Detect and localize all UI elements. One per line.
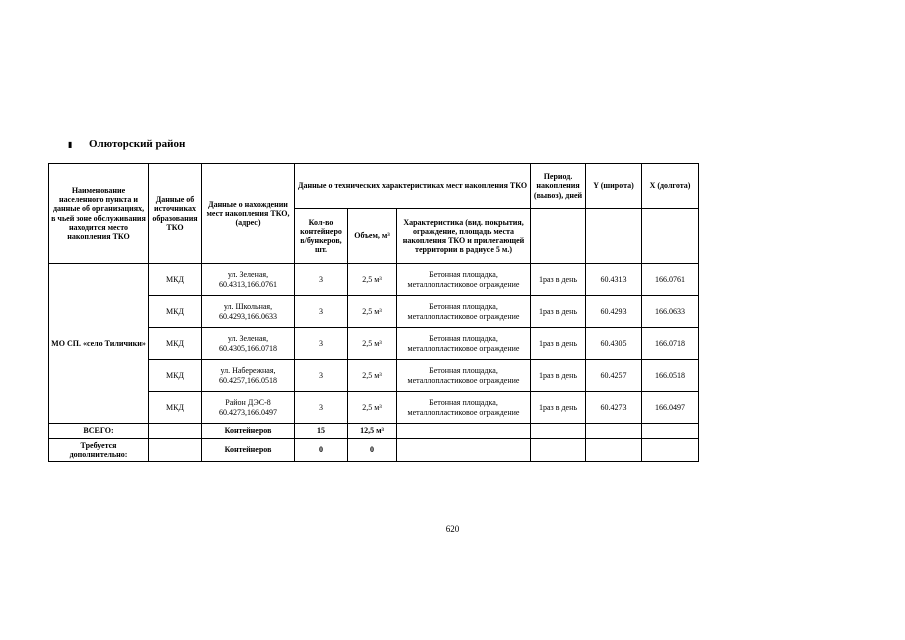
bullet-icon: ▮	[68, 140, 73, 149]
required-blank	[149, 439, 202, 462]
header-tech-group: Данные о технических характеристиках мест накопления ТКО	[295, 164, 531, 209]
required-blank	[397, 439, 531, 462]
cell-characteristics: Бетонная площадка, металлопластиковое ограждение	[397, 264, 531, 296]
cell-count: 3	[295, 360, 348, 392]
cell-source: МКД	[149, 360, 202, 392]
header-volume: Объем, м³	[348, 209, 397, 264]
cell-period: 1раз в день	[531, 328, 586, 360]
header-blank	[531, 209, 586, 264]
total-blank	[642, 424, 699, 439]
cell-period: 1раз в день	[531, 264, 586, 296]
cell-period: 1раз в день	[531, 296, 586, 328]
cell-lon: 166.0497	[642, 392, 699, 424]
cell-characteristics: Бетонная площадка, металлопластиковое ограждение	[397, 392, 531, 424]
page-number: 620	[445, 524, 460, 534]
cell-volume: 2,5 м³	[348, 328, 397, 360]
required-volume: 0	[348, 439, 397, 462]
cell-source: МКД	[149, 392, 202, 424]
cell-characteristics: Бетонная площадка, металлопластиковое ограждение	[397, 360, 531, 392]
cell-lat: 60.4293	[586, 296, 642, 328]
total-volume: 12,5 м³	[348, 424, 397, 439]
cell-address: ул. Набережная, 60.4257,166.0518	[202, 360, 295, 392]
cell-volume: 2,5 м³	[348, 360, 397, 392]
total-containers-label: Контейнеров	[202, 424, 295, 439]
total-blank	[397, 424, 531, 439]
header-blank	[642, 209, 699, 264]
cell-lat: 60.4273	[586, 392, 642, 424]
cell-source: МКД	[149, 264, 202, 296]
waste-sites-table	[48, 163, 699, 462]
cell-address: Район ДЭС-8 60.4273,166.0497	[202, 392, 295, 424]
total-row	[49, 424, 699, 439]
required-row	[49, 439, 699, 462]
cell-volume: 2,5 м³	[348, 392, 397, 424]
header-settlement: Наименование населенного пункта и данные об организациях, в чьей зоне обслуживания находится место накопления ТКО	[49, 164, 149, 264]
cell-address: ул. Зеленая, 60.4313,166.0761	[202, 264, 295, 296]
cell-lon: 166.0761	[642, 264, 699, 296]
cell-address: ул. Зеленая, 60.4305,166.0718	[202, 328, 295, 360]
required-label: Требуется дополнительно:	[49, 439, 149, 462]
required-blank	[531, 439, 586, 462]
header-blank	[586, 209, 642, 264]
header-characteristics: Характеристика (вид. покрытия, ограждение, площадь места накопления ТКО и прилегающей территории в радиусе 5 м.)	[397, 209, 531, 264]
cell-count: 3	[295, 264, 348, 296]
header-count: Кол-во контейнеро в/бункеров, шт.	[295, 209, 348, 264]
required-count: 0	[295, 439, 348, 462]
cell-lat: 60.4313	[586, 264, 642, 296]
cell-lat: 60.4305	[586, 328, 642, 360]
header-row	[49, 164, 699, 209]
header-period: Период. накопления (вывоз), дней	[531, 164, 586, 209]
section-title: Олюторский район	[89, 138, 186, 150]
header-source: Данные об источниках образования ТКО	[149, 164, 202, 264]
total-blank	[531, 424, 586, 439]
cell-lon: 166.0633	[642, 296, 699, 328]
cell-volume: 2,5 м³	[348, 296, 397, 328]
header-location: Данные о нахождении мест накопления ТКО, (адрес)	[202, 164, 295, 264]
total-label: ВСЕГО:	[49, 424, 149, 439]
cell-count: 3	[295, 328, 348, 360]
cell-lon: 166.0718	[642, 328, 699, 360]
cell-source: МКД	[149, 296, 202, 328]
cell-characteristics: Бетонная площадка, металлопластиковое ограждение	[397, 296, 531, 328]
section-heading	[68, 138, 185, 150]
cell-source: МКД	[149, 328, 202, 360]
cell-count: 3	[295, 296, 348, 328]
cell-volume: 2,5 м³	[348, 264, 397, 296]
cell-period: 1раз в день	[531, 392, 586, 424]
total-count: 15	[295, 424, 348, 439]
table-row	[49, 264, 699, 296]
cell-period: 1раз в день	[531, 360, 586, 392]
cell-lon: 166.0518	[642, 360, 699, 392]
cell-address: ул. Школьная, 60.4293,166.0633	[202, 296, 295, 328]
required-blank	[642, 439, 699, 462]
total-blank	[586, 424, 642, 439]
cell-count: 3	[295, 392, 348, 424]
header-x: X (долгота)	[642, 164, 699, 209]
required-containers-label: Контейнеров	[202, 439, 295, 462]
cell-lat: 60.4257	[586, 360, 642, 392]
cell-characteristics: Бетонная площадка, металлопластиковое ограждение	[397, 328, 531, 360]
settlement-name: МО СП. «село Тиличики»	[49, 264, 149, 424]
required-blank	[586, 439, 642, 462]
total-blank	[149, 424, 202, 439]
header-y: Y (широта)	[586, 164, 642, 209]
